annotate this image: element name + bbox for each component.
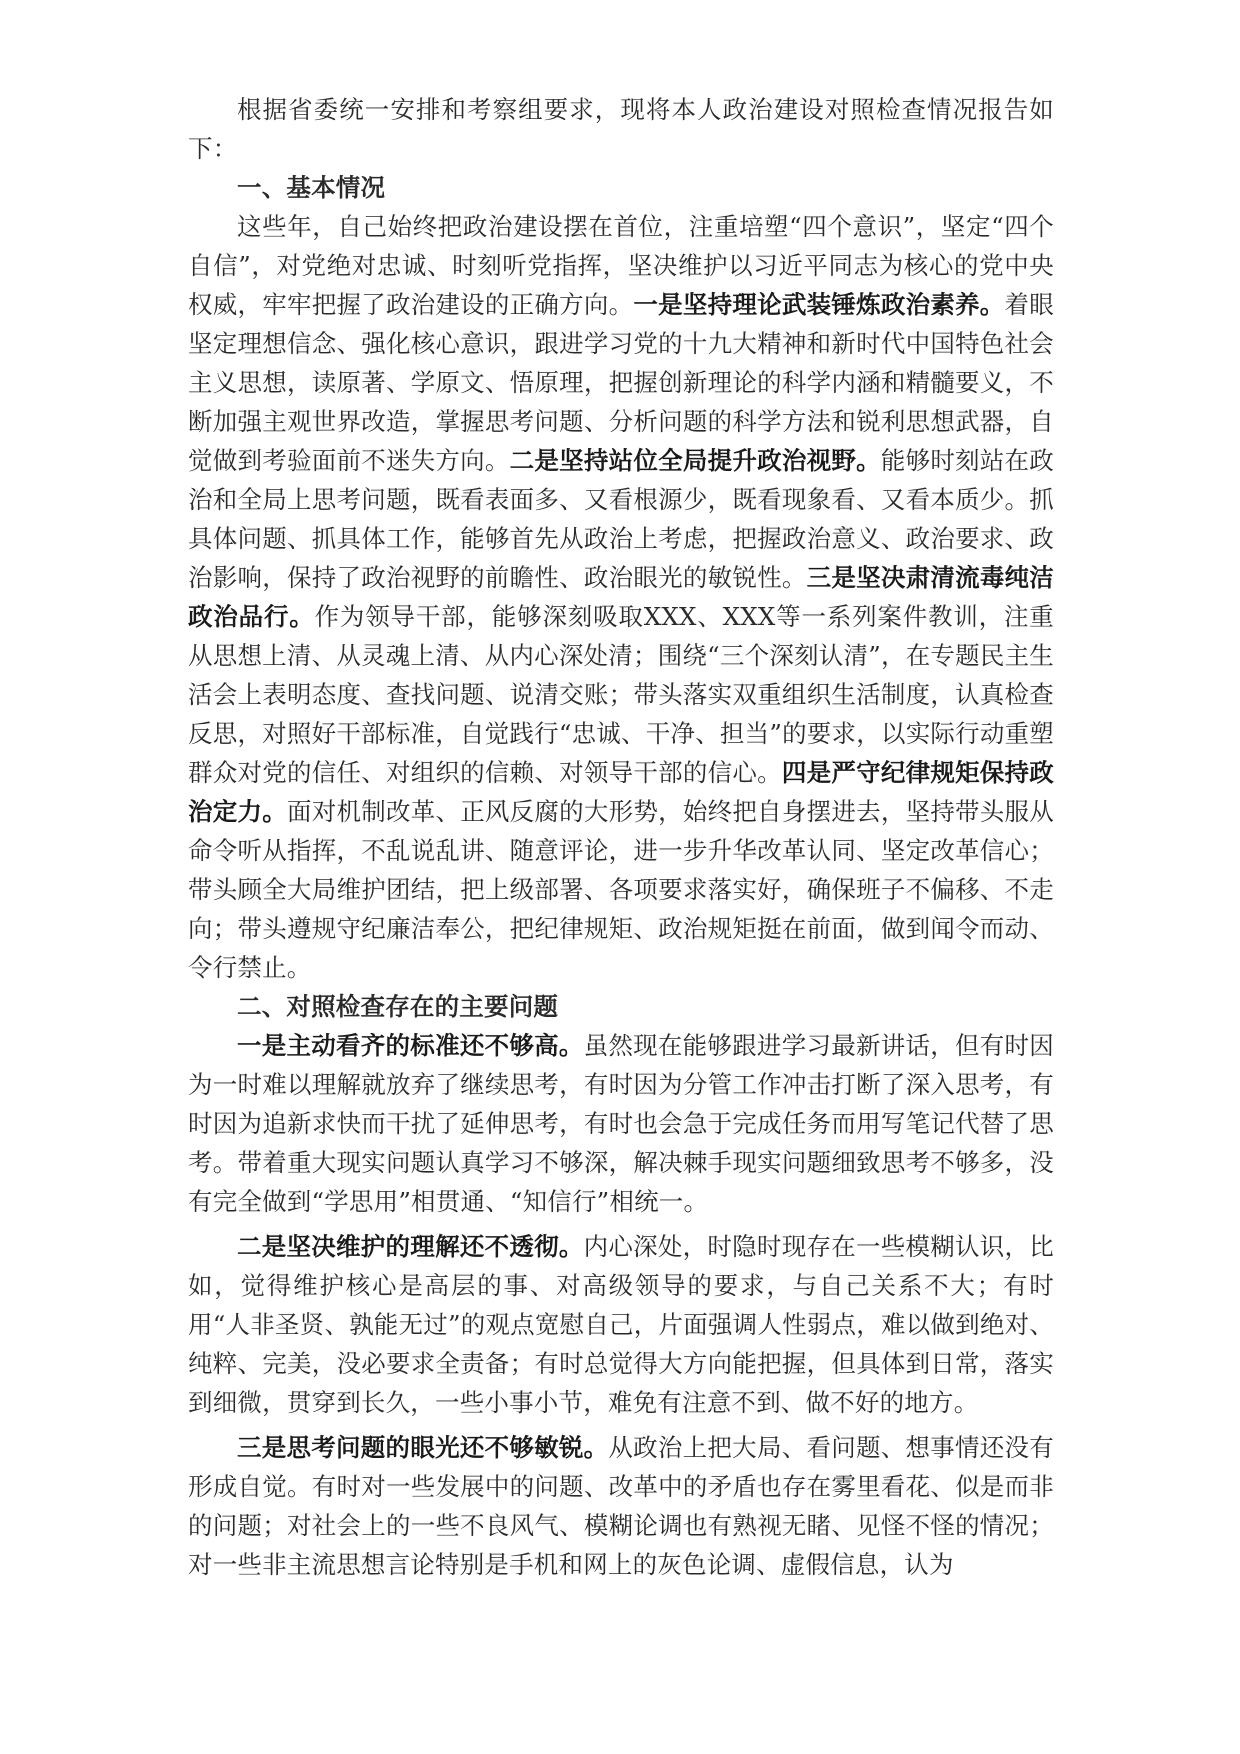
bold-point-2: 二是坚持站位全局提升政治视野。 <box>509 446 881 475</box>
problem-text: 从政治上把大局、看问题、想事情还没有形成自觉。有时对一些发展中的问题、改革中的矛盾也存在雾里看花、似是而非的问题；对社会上的一些不良风气、模糊论调也有熟视无睹、见怪不怪的情况；对一些非主流思想言论特别是手机和网上的灰色论调、虚假信息，认为 <box>188 1433 1054 1579</box>
intro-paragraph: 根据省委统一安排和考察组要求，现将本人政治建设对照检查情况报告如下： <box>188 95 1054 163</box>
point-1-text: 着眼坚定理想信念、强化核心意识，跟进学习党的十九大精神和新时代中国特色社会主义思想，读原著、学原文、悟原理，把握创新理论的科学内涵和精髓要义，不断加强主观世界改造，掌握思考问题、分析问题的科学方法和锐利思想武器，自觉做到考验面前不迷失方向。 <box>188 290 1054 475</box>
problem-title: 三是思考问题的眼光还不够敏锐。 <box>237 1433 609 1462</box>
bold-point-1: 一是坚持理论武装锤炼政治素养。 <box>633 290 1005 319</box>
bold-point-4: 四是严守纪律规矩保持政治定力。 <box>188 758 1054 826</box>
problem-title: 一是主动看齐的标准还不够高。 <box>237 1031 584 1060</box>
problem-text: 内心深处，时隐时现存在一些模糊认识，比如，觉得维护核心是高层的事、对高级领导的要求，与自己关系不大；有时用“人非圣贤、孰能无过”的观点宽慰自己，片面强调人性弱点，难以做到绝对、纯粹、完美，没必要求全责备；有时总觉得大方向能把握，但具体到日常，落实到细微，贯穿到长久，一些小事小节，难免有注意不到、做不好的地方。 <box>188 1232 1054 1417</box>
point-2-text: 能够时刻站在政治和全局上思考问题，既看表面多、又看根源少，既看现象看、又看本质少。抓具体问题、抓具体工作，能够首先从政治上考虑，把握政治意义、政治要求、政治影响，保持了政治视野的前瞻性、政治眼光的敏锐性。 <box>188 446 1054 592</box>
problem-text: 虽然现在能够跟进学习最新讲话，但有时因为一时难以理解就放弃了继续思考，有时因为分管工作冲击打断了深入思考，有时因为追新求快而干扰了延伸思考，有时也会急于完成任务而用写笔记代替了思考。带着重大现实问题认真学习不够深，解决棘手现实问题细致思考不够多，没有完全做到“学思用”相贯通、“知信行”相统一。 <box>188 1031 1054 1216</box>
section-heading-problems: 二、对照检查存在的主要问题 <box>237 992 559 1021</box>
problem-paragraph <box>188 1428 1054 1584</box>
point-4-text: 面对机制改革、正风反腐的大形势，始终把自身摆进去，坚持带头服从命令听从指挥，不乱说乱讲、随意评论，进一步升华改革认同、坚定改革信心；带头顾全大局维护团结，把上级部署、各项要求落实好，确保班子不偏移、不走向；带头遵规守纪廉洁奉公，把纪律规矩、政治规矩挺在前面，做到闻令而动、令行禁止。 <box>188 797 1054 982</box>
point-3-text: 作为领导干部，能够深刻吸取XXX、XXX等一系列案件教训，注重从思想上清、从灵魂上清、从内心深处清；围绕“三个深刻认清”，在专题民主生活会上表明态度、查找问题、说清交账；带头落实双重组织生活制度，认真检查反思，对照好干部标准，自觉践行“忠诚、干净、担当”的要求，以实际行动重塑群众对党的信任、对组织的信赖、对领导干部的信心。 <box>188 602 1054 787</box>
problem-paragraph <box>188 1026 1054 1221</box>
basic-situation-paragraph <box>188 207 1054 987</box>
problem-title: 二是坚决维护的理解还不透彻。 <box>237 1232 584 1261</box>
section-heading-basic: 一、基本情况 <box>237 173 386 202</box>
bold-point-3: 三是坚决肃清流毒纯洁政治品行。 <box>188 563 1055 631</box>
document-page <box>188 90 1054 1584</box>
paragraph-lead: 这些年，自己始终把政治建设摆在首位，注重培塑“四个意识”，坚定“四个自信”，对党绝对忠诚、时刻听党指挥，坚决维护以习近平同志为核心的党中央权威，牢牢把握了政治建设的正确方向。 <box>188 212 1054 319</box>
problem-paragraph <box>188 1227 1054 1422</box>
